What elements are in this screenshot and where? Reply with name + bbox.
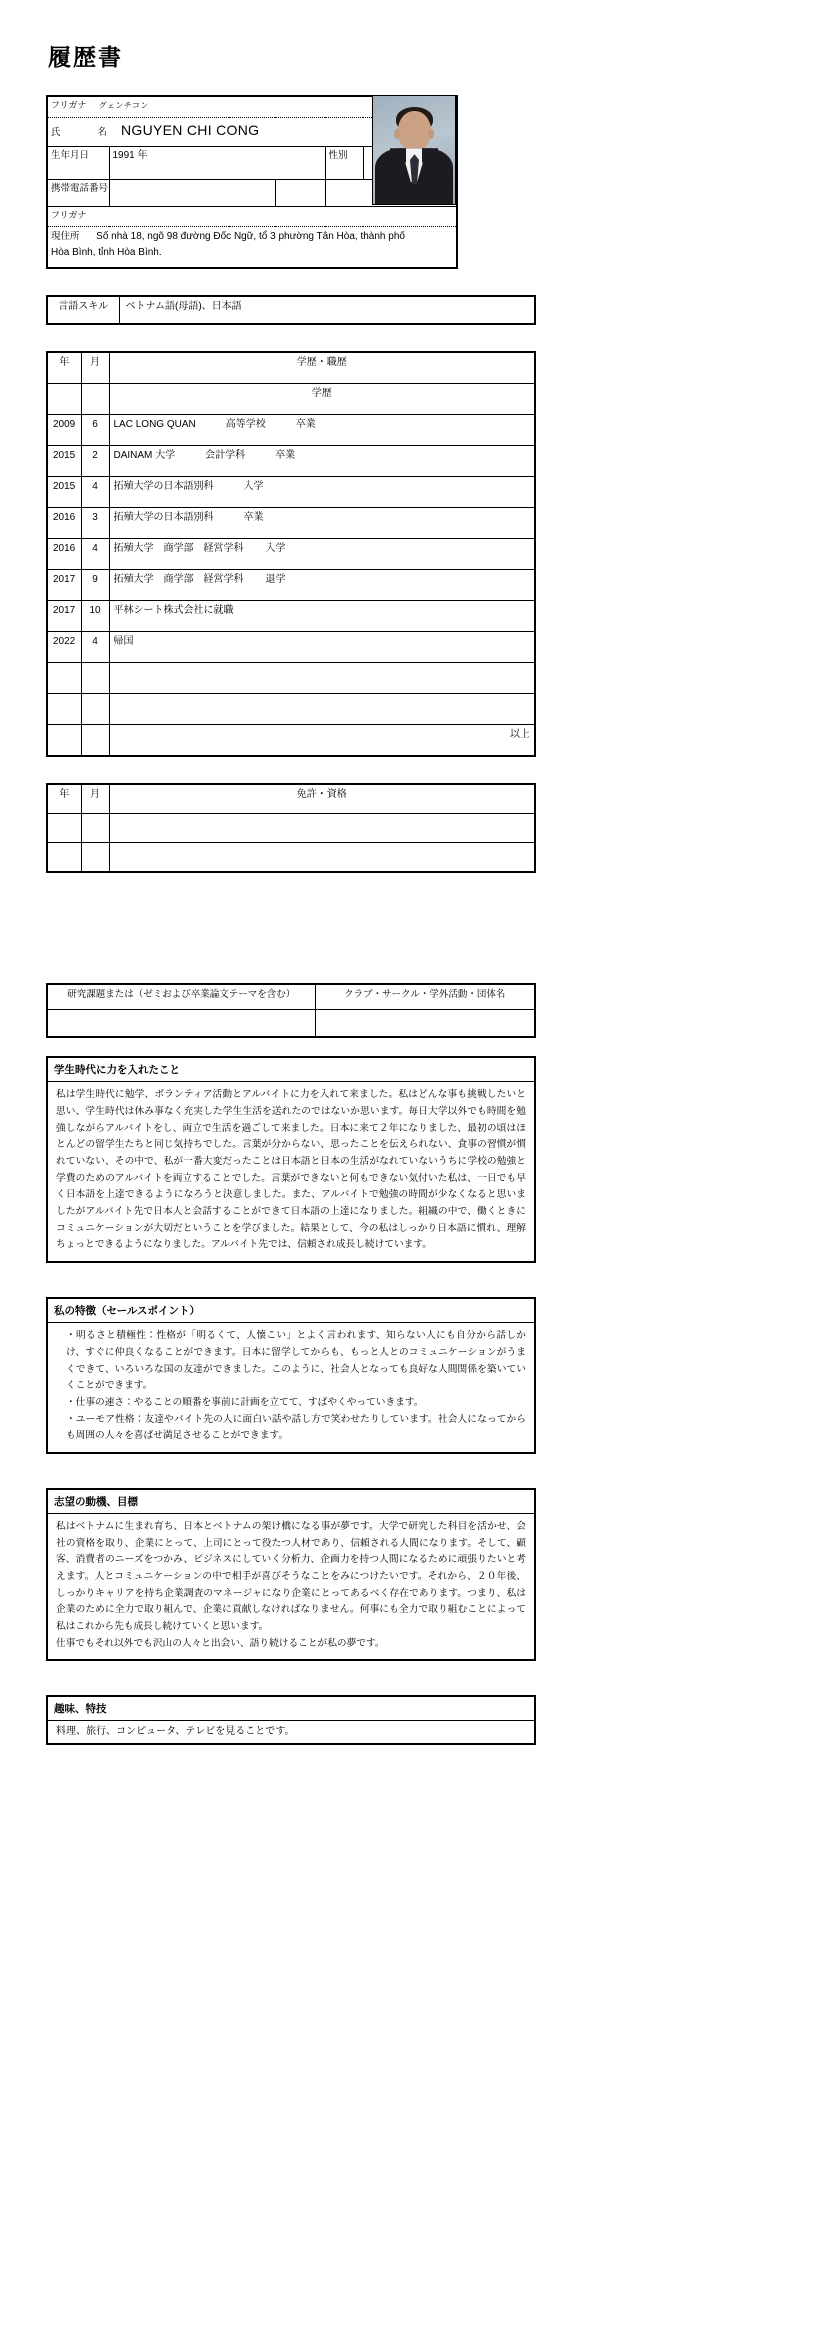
- qualification-month: [81, 843, 109, 873]
- table-row: [47, 539, 535, 570]
- history-month: 3: [81, 508, 109, 539]
- research-value-row: [47, 1010, 535, 1038]
- history-dept: 会計学科: [205, 450, 246, 462]
- history-month: 10: [81, 601, 109, 632]
- section-paragraph: ・明るさと積極性：性格が「明るくて、人懐こい」とよく言われます、知らない人にも自分から話しかけ、すぐに仲良くなることができます。日本に留学してからも、もっと人とのコミュニケーションがうまくできて、いろいろな国の友達ができました。このように、社会人となっても良好な人間関係を築いていくことができます。: [66, 1330, 526, 1392]
- table-row: [47, 477, 535, 508]
- history-school: 拓殖大学 商学部 経営学科: [113, 543, 244, 555]
- history-month: 4: [81, 632, 109, 663]
- address-label: 現住所: [51, 231, 80, 243]
- history-header-month: 月: [81, 352, 109, 384]
- qualification-header-month: 月: [81, 784, 109, 814]
- phone-label: 携帯電話番号: [47, 180, 109, 207]
- spacer-after-language: [46, 325, 536, 351]
- birth-value: 1991 年: [109, 147, 325, 180]
- history-footer-month: [81, 725, 109, 757]
- qualification-month: [81, 814, 109, 843]
- section-hobbies: [46, 1695, 536, 1745]
- qualification-year: [47, 843, 81, 873]
- history-year: 2015: [47, 477, 81, 508]
- history-entry: [109, 415, 535, 446]
- history-footer-row: [47, 725, 535, 757]
- research-club-table: [46, 983, 536, 1038]
- table-row: [47, 814, 535, 843]
- history-month: 4: [81, 477, 109, 508]
- table-row: [47, 663, 535, 694]
- section-paragraph: ・仕事の速さ：やることの順番を事前に計画を立てて、すばやくやっていきます。: [66, 1396, 424, 1408]
- language-label: 言語スキル: [47, 296, 119, 324]
- history-status: 卒業: [275, 450, 296, 462]
- history-year: 2016: [47, 508, 81, 539]
- address-furigana-cell: [47, 207, 457, 227]
- research-left-value: [47, 1010, 315, 1038]
- spacer-after-personal: [46, 269, 536, 295]
- history-footer-year: [47, 725, 81, 757]
- address-line-2: Hòa Bình, tỉnh Hòa Bình.: [51, 247, 162, 259]
- section-heading: 学生時代に力を入れたこと: [46, 1056, 536, 1082]
- table-row-address-furigana: [47, 207, 457, 227]
- table-row: [47, 446, 535, 477]
- research-right-value: [315, 1010, 535, 1038]
- history-year: 2017: [47, 570, 81, 601]
- history-subheader-month: [81, 384, 109, 415]
- research-header-row: [47, 984, 535, 1010]
- table-row: [47, 843, 535, 873]
- name-label: 氏 名: [51, 127, 114, 139]
- history-month: 9: [81, 570, 109, 601]
- name-value: NGUYEN CHI CONG: [121, 122, 260, 139]
- spacer-after-section-1: [46, 1263, 536, 1297]
- spacer-after-section-2: [46, 1454, 536, 1488]
- history-status: 入学: [265, 543, 286, 555]
- history-month: 6: [81, 415, 109, 446]
- history-status: 卒業: [295, 419, 316, 431]
- history-month: [81, 694, 109, 725]
- section-paragraph: 私はベトナムに生まれ育ち、日本とベトナムの架け橋になる事が夢です。大学で研究した科目を活かせ、会社の資格を取り、企業にとって、上司にとって役たつ人材であり、信頼される人間になります。そして、顧客、消費者のニーズをつかみ、ビジネスにしていく分析力、企画力を持つ人間になるために頑張りたいと考えます。人とコミュニケーションの中で相手が喜びそうなことをみにつけたいです。それから、２０年後、しっかりキャリアを持ち企業調査のマネージャになり企業にとってあるべく存在であります。つまり、私は企業のために全力で取り組んで、企業に貢献しなければなりません。何事にも全力で取り組むことによって私はこれから先も成長し続けていくと思います。: [56, 1520, 526, 1633]
- section-paragraph: ・ユーモア性格：友達やバイト先の人に面白い話や話し方で笑わせたりしています。社会人になってからも周囲の人々を喜ばせ満足させることができます。: [66, 1413, 526, 1442]
- furigana-value: グェンチコン: [98, 101, 150, 111]
- qualification-header-row: [47, 784, 535, 814]
- qualification-header-title: 免許・資格: [109, 784, 535, 814]
- gender-label: 性別: [325, 147, 363, 180]
- section-motivation: [46, 1488, 536, 1662]
- history-year: 2022: [47, 632, 81, 663]
- section-paragraph: 料理、旅行、コンピュータ、テレビを見ることです。: [56, 1726, 295, 1738]
- research-left-title: 研究課題または（ゼミおよび卒業論文テーマを含む）: [47, 984, 315, 1010]
- history-table: [46, 351, 536, 757]
- history-school: DAINAM 大学: [113, 450, 176, 462]
- birth-label: 生年月日: [47, 147, 109, 180]
- history-status: 卒業: [243, 512, 264, 524]
- table-row: [47, 570, 535, 601]
- history-entry: [109, 539, 535, 570]
- history-entry: [109, 570, 535, 601]
- section-heading: 私の特徴（セールスポイント）: [46, 1297, 536, 1323]
- spacer-after-section-3: [46, 1661, 536, 1695]
- history-entry: [109, 508, 535, 539]
- phone-value-b: [275, 180, 325, 207]
- history-header-title: 学歴・職歴: [109, 352, 535, 384]
- history-dept: 高等学校: [225, 419, 266, 431]
- table-row: [47, 508, 535, 539]
- history-month: 2: [81, 446, 109, 477]
- address-line-1: Số nhà 18, ngõ 98 đường Đốc Ngữ, tổ 3 phường Tân Hòa, thành phố: [96, 231, 405, 243]
- table-row-address: [47, 227, 457, 269]
- history-entry: 帰国: [109, 632, 535, 663]
- history-school: 拓殖大学の日本語別科: [113, 481, 214, 493]
- section-body: [46, 1082, 536, 1263]
- history-entry: [109, 446, 535, 477]
- history-entry: [109, 694, 535, 725]
- history-subheader-year: [47, 384, 81, 415]
- address-cell: [47, 227, 457, 269]
- table-row-language: [47, 296, 535, 324]
- history-entry: [109, 663, 535, 694]
- history-status: 入学: [243, 481, 264, 493]
- spacer-after-research: [46, 1038, 536, 1056]
- history-footer-note: 以上: [109, 725, 535, 757]
- section-body: [46, 1514, 536, 1662]
- history-subheader-title: 学歴: [109, 384, 535, 415]
- photo-illustration: [373, 96, 455, 204]
- history-school: 拓殖大学の日本語別科: [113, 512, 214, 524]
- history-status: 退学: [265, 574, 286, 586]
- section-paragraph: 仕事でもそれ以外でも沢山の人々と出会い、語り続けることが私の夢です。: [56, 1637, 385, 1649]
- history-school: LAC LONG QUAN: [113, 419, 196, 431]
- section-student-efforts: [46, 1056, 536, 1263]
- section-body: [46, 1323, 536, 1454]
- history-year: [47, 694, 81, 725]
- personal-info-section: [46, 95, 456, 269]
- spacer-after-history: [46, 757, 536, 783]
- language-skill-table: [46, 295, 536, 325]
- history-month: 4: [81, 539, 109, 570]
- resume-sheet: [46, 46, 536, 1745]
- section-body: [46, 1721, 536, 1745]
- language-value: ベトナム語(母語)、日本語: [119, 296, 535, 324]
- history-header-year: 年: [47, 352, 81, 384]
- page-title: 履歴書: [48, 45, 123, 71]
- spacer-page-break: [46, 873, 536, 983]
- photo-head: [398, 111, 431, 151]
- table-row: [47, 694, 535, 725]
- section-heading: 趣味、特技: [46, 1695, 536, 1721]
- section-sales-points: [46, 1297, 536, 1454]
- applicant-photo: [372, 95, 456, 205]
- furigana-label: フリガナ: [51, 100, 87, 111]
- history-entry: 平林シート株式会社に就職: [109, 601, 535, 632]
- phone-value-a: [109, 180, 275, 207]
- history-year: 2015: [47, 446, 81, 477]
- history-month: [81, 663, 109, 694]
- section-paragraph: 私は学生時代に勉学、ボランティア活動とアルバイトに力を入れて来ました。私はどんな事も挑戦したいと思い、学生時代は休み事なく充実した学生生活を送れたのではないか思います。毎日大学以外でも時間を勉強しながらアルバイトをし、両立で生活を過ごして来ました。日本に来て２年になりました、最初の頃はほとんどの留学生たちと同じ気持ちでした。言葉が分からない、思ったことを伝えられない、食事の習慣が慣れていない、その中で、私が一番大変だったことは日本語と日本の生活がなれていないうちに学校の勉強と学費のためのアルバイトを両立することでした。言葉ができないと何もできない気付いた私は、一日でも早く日本語を上達できるようになろうと決意しました。また、アルバイトで勉強の時間が少なくなると思いましたがアルバイト先で日本人と会話することができて日本語の上達になりました。組織の中で、働くときにコミュニケーションが大切だということを学びました。結果として、今の私はしっかり日本語に慣れ、理解ちょっとできるようになりました。アルバイト先では、信頼され成長し続けています。: [56, 1089, 526, 1251]
- history-header-row: [47, 352, 535, 384]
- history-year: 2009: [47, 415, 81, 446]
- research-right-title: クラブ・サークル・学外活動・団体名: [315, 984, 535, 1010]
- qualification-table: [46, 783, 536, 873]
- table-row: [47, 601, 535, 632]
- table-row: [47, 632, 535, 663]
- section-heading: 志望の動機、目標: [46, 1488, 536, 1514]
- history-year: [47, 663, 81, 694]
- history-subheader-row: [47, 384, 535, 415]
- history-year: 2017: [47, 601, 81, 632]
- address-furigana-label: フリガナ: [51, 210, 87, 221]
- furigana-cell: [47, 96, 363, 118]
- qualification-header-year: 年: [47, 784, 81, 814]
- qualification-year: [47, 814, 81, 843]
- history-school: 拓殖大学 商学部 経営学科: [113, 574, 244, 586]
- qualification-text: [109, 814, 535, 843]
- history-year: 2016: [47, 539, 81, 570]
- qualification-text: [109, 843, 535, 873]
- history-entry: [109, 477, 535, 508]
- table-row: [47, 415, 535, 446]
